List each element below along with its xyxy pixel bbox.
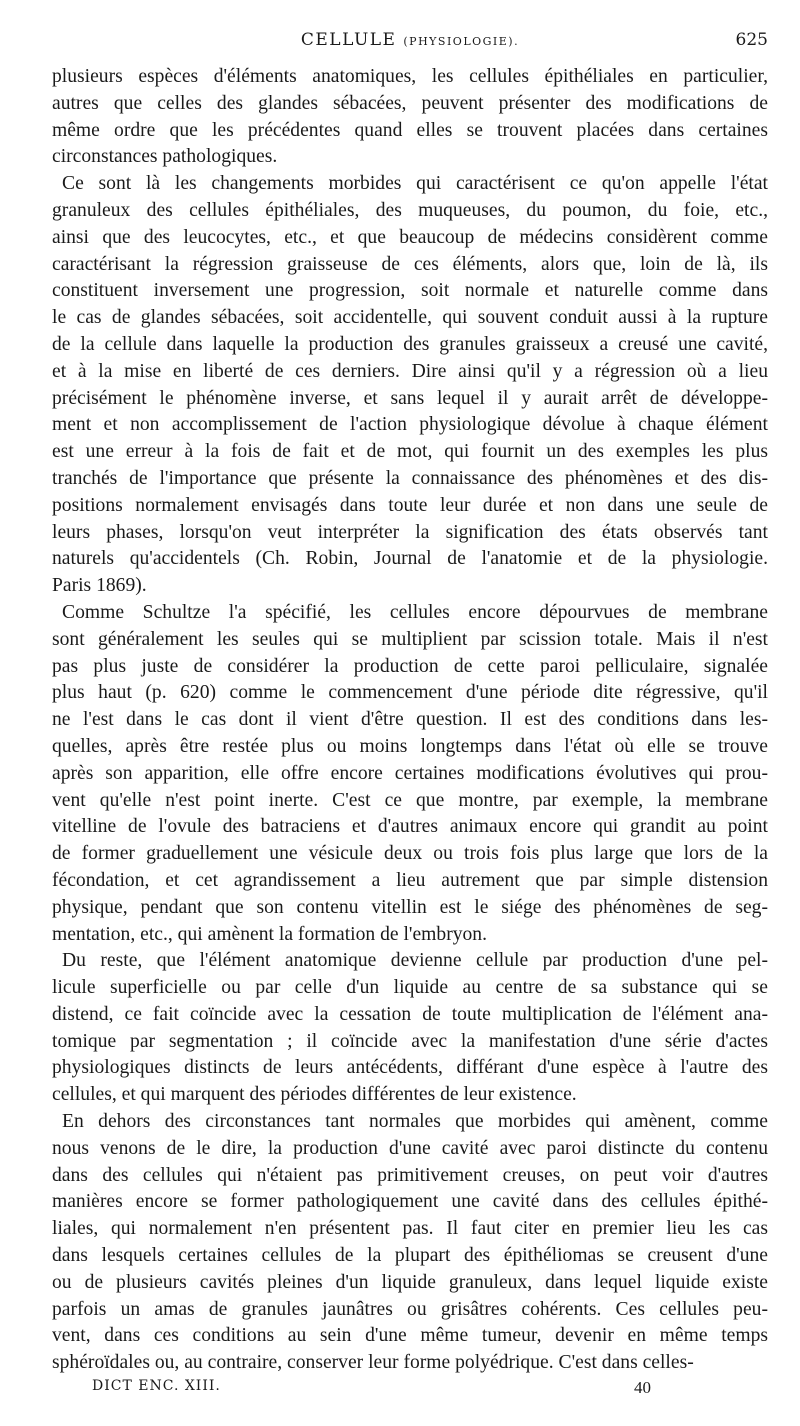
text-line: liales, qui normalement n'en présentent pas. Il faut citer en premier lieu les cas [52, 1218, 768, 1240]
printer-signature: DICT ENC. XIII. [92, 1378, 221, 1394]
text-line: naturels qu'accidentels (Ch. Robin, Journal de l'anatomie et de la physiologie. [52, 548, 768, 570]
text-line: distend, ce fait coïncide avec la cessation de toute multiplication de l'élément ana- [52, 1003, 768, 1025]
text-line: physiologiques distincts de leurs antécédents, différant d'une espèce à l'autre des [52, 1057, 768, 1079]
text-line: Paris 1869). [52, 575, 147, 597]
text-line: mentation, etc., qui amènent la formation de l'embryon. [52, 923, 488, 945]
text-line: pas plus juste de considérer la production de cette paroi pelliculaire, signalée [52, 655, 768, 677]
text-line: circonstances pathologiques. [52, 146, 278, 168]
text-line: sphéroïdales ou, au contraire, conserver leur forme polyédrique. C'est dans celles- [52, 1352, 694, 1374]
text-line: En dehors des circonstances tant normales que morbides qui amènent, comme [62, 1111, 768, 1133]
page-number: 625 [735, 30, 768, 50]
text-line: même ordre que les précédentes quand elles se trouvent placées dans certaines [52, 119, 768, 141]
text-line: dans lesquels certaines cellules de la plupart des épithéliomas se creusent d'une [52, 1245, 768, 1267]
signature-number: 40 [634, 1378, 651, 1397]
text-line: dans des cellules qui n'étaient pas primitivement creuses, on peut voir d'autres [52, 1164, 768, 1186]
text-line: nous venons de le dire, la production d'une cavité avec paroi distincte du contenu [52, 1137, 768, 1159]
text-line: parfois un amas de granules jaunâtres ou grisâtres cohérents. Ces cellules peu- [52, 1298, 768, 1320]
text-line: quelles, après être restée plus ou moins longtemps dans l'état où elle se trouve [52, 735, 768, 757]
text-line: plusieurs espèces d'éléments anatomiques, les cellules épithéliales en particulier, [52, 66, 768, 87]
text-line: physique, pendant que son contenu vitellin est le siége des phénomènes de seg- [52, 896, 768, 918]
running-head [52, 30, 768, 54]
text-line: cellules, et qui marquent des périodes différentes de leur existence. [52, 1084, 577, 1106]
text-line: est une erreur à la fois de fait et de mot, qui fournit un des exemples les plus [52, 441, 768, 463]
text-line: caractérisant la régression graisseuse de ces éléments, alors que, loin de là, ils [52, 253, 768, 275]
text-line: ne l'est dans le cas dont il vient d'être question. Il est des conditions dans les- [52, 709, 768, 731]
running-title [52, 30, 768, 50]
text-line: plus haut (p. 620) comme le commencement d'une période dite régressive, qu'il [52, 682, 768, 704]
text-line: sont généralement les seules qui se multiplient par scission totale. Mais il n'est [52, 628, 768, 650]
running-title-subtitle: (PHYSIOLOGIE). [403, 35, 520, 48]
text-line: leurs phases, lorsqu'on veut interpréter la signification des états observés tant [52, 521, 768, 543]
body-text [52, 64, 768, 1377]
text-line: Comme Schultze l'a spécifié, les cellules encore dépourvues de membrane [62, 601, 768, 623]
text-line: vent, dans ces conditions au sein d'une même tumeur, devenir en même temps [52, 1325, 768, 1347]
text-line: ment et non accomplissement de l'action physiologique dévolue à chaque élément [52, 414, 768, 436]
text-line: manières encore se former pathologiquement une cavité dans des cellules épithé- [52, 1191, 768, 1213]
text-line: vent qu'elle n'est point inerte. C'est ce que montre, par exemple, la membrane [52, 789, 768, 811]
text-line: tranchés de l'importance que présente la connaissance des phénomènes et des dis- [52, 467, 768, 489]
text-line: Du reste, que l'élément anatomique devienne cellule par production d'une pel- [62, 950, 768, 972]
text-line: positions normalement envisagés dans toute leur durée et non dans une seule de [52, 494, 768, 516]
text-line: ainsi que des leucocytes, etc., et que beaucoup de médecins considèrent comme [52, 226, 768, 248]
running-title-main: CELLULE [300, 30, 397, 50]
text-line: fécondation, et cet agrandissement a lieu autrement que par simple distension [52, 869, 768, 891]
text-line: licule superficielle ou par celle d'un liquide au centre de sa substance qui se [52, 977, 768, 999]
text-line: constituent inversement une progression, soit normale et naturelle comme dans [52, 280, 768, 302]
text-line: autres que celles des glandes sébacées, peuvent présenter des modifications de [52, 92, 768, 114]
text-line: précisément le phénomène inverse, et sans lequel il y aurait arrêt de développe- [52, 387, 768, 409]
text-line: granuleux des cellules épithéliales, des muqueuses, du poumon, du foie, etc., [52, 199, 768, 221]
text-line: de la cellule dans laquelle la production des granules graisseux a creusé une cavité, [52, 333, 768, 355]
text-line: le cas de glandes sébacées, soit accidentelle, qui souvent conduit aussi à la rupture [52, 307, 768, 329]
text-line: vitelline de l'ovule des batraciens et d'autres animaux encore qui grandit au point [52, 816, 768, 838]
text-line: ou de plusieurs cavités pleines d'un liquide granuleux, dans lequel liquide existe [52, 1271, 768, 1293]
text-line: de former graduellement une vésicule deux ou trois fois plus large que lors de la [52, 843, 768, 865]
text-line: tomique par segmentation ; il coïncide avec la manifestation d'une série d'actes [52, 1030, 768, 1052]
page-footer [52, 1378, 768, 1402]
text-line: et à la mise en liberté de ces derniers. Dire ainsi qu'il y a régression où a lieu [52, 360, 768, 382]
text-line: après son apparition, elle offre encore certaines modifications évolutives qui prou- [52, 762, 768, 784]
text-line: Ce sont là les changements morbides qui caractérisent ce qu'on appelle l'état [62, 173, 768, 195]
